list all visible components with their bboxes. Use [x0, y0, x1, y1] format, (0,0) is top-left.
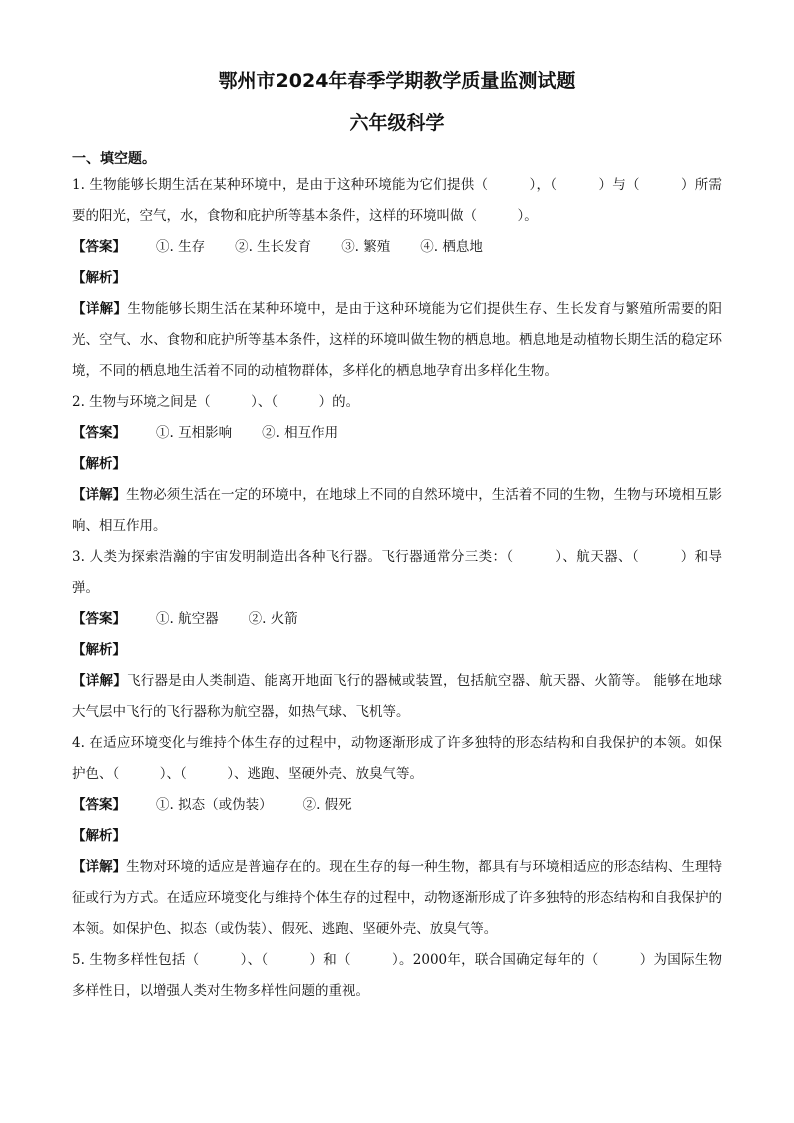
question-stem: 5. 生物多样性包括（ ）、（ ）和（ ）。2000年，联合国确定每年的（ ）为国际生物多样性日，以增强人类对生物多样性问题的重视。 [72, 952, 722, 999]
page-subtitle: 六年级科学 [349, 112, 445, 134]
question-4 [72, 728, 722, 945]
detail-text: 生物对环境的适应是普遍存在的。现在生存的每一种生物，都具有与环境相适应的形态结构、生理特征或行为方式。在适应环境变化与维持个体生存的过程中，动物逐渐形成了许多独特的形态结构和自我保护的本领。如保护色、拟态（或伪装）、假死、逃跑、坚硬外壳、放臭气等。 [72, 859, 723, 937]
analysis-row [72, 449, 722, 480]
analysis-label: 【解析】 [72, 828, 126, 844]
detail-row [72, 480, 722, 542]
analysis-row [72, 821, 722, 852]
detail-row [72, 852, 722, 945]
detail-text: 生物能够长期生活在某种环境中，是由于这种环境能为它们提供生存、生长发育与繁殖所需要的阳光、空气、水、食物和庇护所等基本条件，这样的环境叫做生物的栖息地。栖息地是动植物长期生活的稳定环境，不同的栖息地生活着不同的动植物群体，多样化的栖息地孕育出多样化生物。 [72, 301, 723, 379]
answer-row [72, 418, 722, 449]
analysis-row [72, 263, 722, 294]
detail-label: 【详解】 [72, 673, 127, 689]
answer-item: ①. 航空器 [156, 611, 219, 627]
detail-label: 【详解】 [72, 301, 128, 317]
document-page [72, 66, 722, 1007]
question-stem: 3. 人类为探索浩瀚的宇宙发明制造出各种飞行器。飞行器通常分三类：（ ）、航天器、（ ）和导弹。 [72, 549, 722, 596]
question-3 [72, 542, 722, 728]
answer-item: ②. 火箭 [248, 611, 298, 627]
detail-text: 生物必须生活在一定的环境中，在地球上不同的自然环境中，生活着不同的生物，生物与环境相互影响、相互作用。 [72, 487, 723, 534]
analysis-label: 【解析】 [72, 456, 126, 472]
answer-item: ②. 生长发育 [235, 239, 312, 255]
answer-row [72, 232, 722, 263]
analysis-label: 【解析】 [72, 270, 126, 286]
answer-row [72, 790, 722, 821]
analysis-label: 【解析】 [72, 642, 126, 658]
answer-label: 【答案】 [72, 239, 126, 255]
page-title: 鄂州市2024年春季学期教学质量监测试题 [218, 70, 576, 92]
detail-text: 飞行器是由人类制造、能离开地面飞行的器械或装置，包括航空器、航天器、火箭等。 能够在地球大气层中飞行的飞行器称为航空器，如热气球、飞机等。 [72, 673, 723, 720]
question-stem: 2. 生物与环境之间是（ ）、（ ）的。 [72, 394, 360, 410]
answer-item: ②. 相互作用 [262, 425, 339, 441]
section-heading: 一、填空题。 [72, 151, 156, 167]
answer-item: ②. 假死 [302, 797, 352, 813]
question-1 [72, 170, 722, 387]
detail-label: 【详解】 [72, 859, 127, 875]
answer-item: ①. 互相影响 [156, 425, 233, 441]
detail-row [72, 666, 722, 728]
answer-row [72, 604, 722, 635]
detail-row [72, 294, 722, 387]
answer-item: ③. 繁殖 [341, 239, 391, 255]
question-stem: 4. 在适应环境变化与维持个体生存的过程中，动物逐渐形成了许多独特的形态结构和自我保护的本领。如保护色、（ ）、（ ）、逃跑、坚硬外壳、放臭气等。 [72, 735, 722, 782]
answer-item: ④. 栖息地 [420, 239, 483, 255]
question-stem: 1. 生物能够长期生活在某种环境中，是由于这种环境能为它们提供（ ），（ ）与（ ）所需要的阳光，空气，水，食物和庇护所等基本条件，这样的环境叫做（ ）。 [72, 177, 722, 224]
answer-label: 【答案】 [72, 797, 126, 813]
question-2 [72, 387, 722, 542]
answer-item: ①. 生存 [156, 239, 206, 255]
answer-label: 【答案】 [72, 611, 126, 627]
question-5 [72, 945, 722, 1007]
answer-item: ①. 拟态（或伪装） [156, 797, 273, 813]
detail-label: 【详解】 [72, 487, 127, 503]
analysis-row [72, 635, 722, 666]
answer-label: 【答案】 [72, 425, 126, 441]
